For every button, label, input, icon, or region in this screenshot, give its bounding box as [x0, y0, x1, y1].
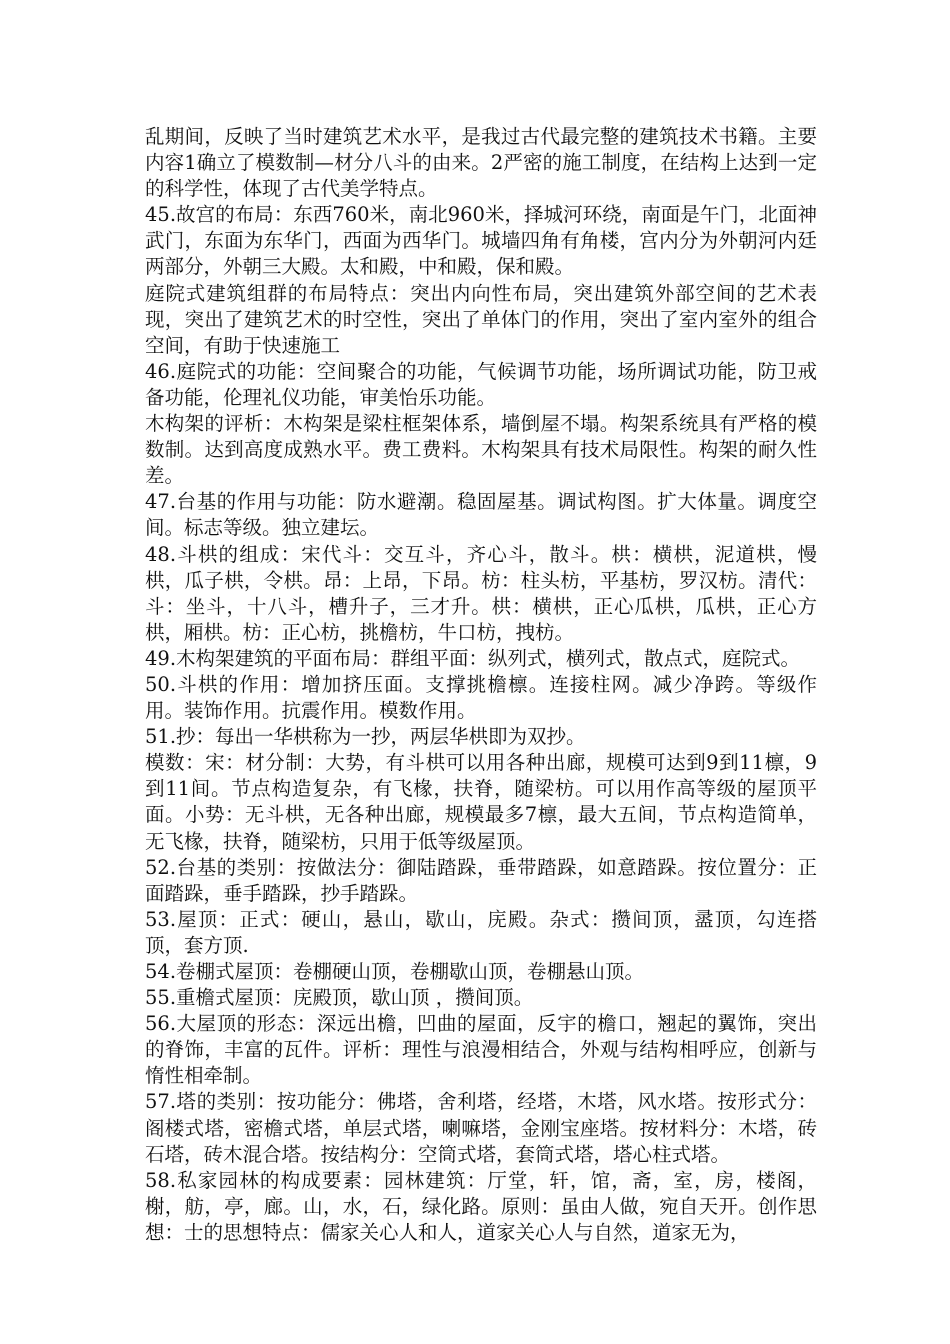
paragraph-55-double-eave-roofs: 55.重檐式屋顶：庑殿顶，歇山顶 ，攒间顶。: [145, 986, 534, 1010]
paragraph-51-chao: 51.抄：每出一华栱称为一抄，两层华栱即为双抄。: [145, 725, 586, 749]
paragraph-52-platform-types: 52.台基的类别：按做法分：御陆踏跺，垂带踏跺，如意踏跺。按位置分：正面踏跺，垂手踏跺，抄手踏跺。: [145, 855, 817, 905]
paragraph-continuation: 乱期间，反映了当时建筑艺术水平，是我过古代最完整的建筑技术书籍。主要内容1确立了模数制—材分八斗的由来。2严密的施工制度，在结构上达到一定的科学性，体现了古代美学特点。: [145, 125, 817, 201]
paragraph-courtyard-layout: 庭院式建筑组群的布局特点：突出内向性布局，突出建筑外部空间的艺术表现，突出了建筑艺术的时空性，突出了单体门的作用，突出了室内室外的组合空间，有助于快速施工: [145, 281, 817, 357]
paragraph-48-dougong-composition: 48.斗栱的组成：宋代斗：交互斗，齐心斗，散斗。栱：横栱，泥道栱，慢栱，瓜子栱，令栱。昂：上昂，下昂。枋：柱头枋，平基枋，罗汉枋。清代：斗：坐斗，十八斗，槽升子，三才升。栱：横栱，正心瓜栱，瓜栱，正心方栱，厢栱。枋：正心枋，挑檐枋，牛口枋，拽枋。: [145, 542, 817, 644]
paragraph-54-rolled-roofs: 54.卷棚式屋顶：卷棚硬山顶，卷棚歇山顶，卷棚悬山顶。: [145, 960, 645, 983]
paragraph-45-palace-layout: 45.故宫的布局：东西760米，南北960米，择城河环绕，南面是午门，北面神武门，东面为东华门，西面为西华门。城墙四角有角楼，宫内分为外朝河内廷两部分，外朝三大殿。太和殿，中和殿，保和殿。: [145, 203, 817, 279]
paragraph-56-big-roof-form: 56.大屋顶的形态：深远出檐，凹曲的屋面，反宇的檐口，翘起的翼饰，突出的脊饰，丰富的瓦件。评析：理性与浪漫相结合，外观与结构相呼应，创新与惰性相牵制。: [145, 1012, 817, 1088]
paragraph-58-private-garden: 58.私家园林的构成要素：园林建筑：厅堂，轩，馆，斋，室，房，楼阁，榭，舫，亭，廊。山，水，石，绿化路。原则：虽由人做，宛自天开。创作思想：士的思想特点：儒家关心人和人，道家关心人与自然，道家无为，: [145, 1168, 817, 1244]
paragraph-50-dougong-role: 50.斗栱的作用：增加挤压面。支撑挑檐檩。连接柱网。减少净跨。等级作用。装饰作用。抗震作用。模数作用。: [145, 672, 817, 723]
paragraph-57-pagoda-types: 57.塔的类别：按功能分：佛塔，舍利塔，经塔，木塔，风水塔。按形式分：阁楼式塔，密檐式塔，单层式塔，喇嘛塔，金刚宝座塔。按材料分：木塔，砖石塔，砖木混合塔。按结构分：空筒式塔，套筒式塔，塔心柱式塔。: [145, 1090, 817, 1166]
paragraph-53-roofs: 53.屋顶：正式：硬山，悬山，歇山，庑殿。杂式：攒间顶，盝顶，勾连搭顶，套方顶.: [145, 907, 817, 957]
document-page: [145, 124, 817, 1246]
paragraph-46-courtyard-function: 46.庭院式的功能：空间聚合的功能，气候调节功能，场所调试功能，防卫戒备功能，伦理礼仪功能，审美怡乐功能。: [145, 359, 817, 409]
paragraph-timber-frame-analysis: 木构架的评析：木构架是梁柱框架体系，墙倒屋不塌。构架系统具有严格的模数制。达到高度成熟水平。费工费料。木构架具有技术局限性。构架的耐久性差。: [145, 412, 817, 488]
paragraph-47-platform-function: 47.台基的作用与功能：防水避潮。稳固屋基。调试构图。扩大体量。调度空间。标志等级。独立建坛。: [145, 490, 817, 540]
paragraph-49-plan-layout: 49.木构架建筑的平面布局：群组平面：纵列式，横列式，散点式，庭院式。: [145, 646, 801, 670]
paragraph-modulus: 模数：宋：材分制：大势，有斗栱可以用各种出廊，规模可达到9到11檩，9到11间。节点构造复杂，有飞椽，扶脊，随梁枋。可以用作高等级的屋顶平面。小势：无斗栱，无各种出廊，规模最多7檩，最大五间，节点构造简单，无飞椽，扶脊，随梁枋，只用于低等级屋顶。: [145, 751, 817, 853]
